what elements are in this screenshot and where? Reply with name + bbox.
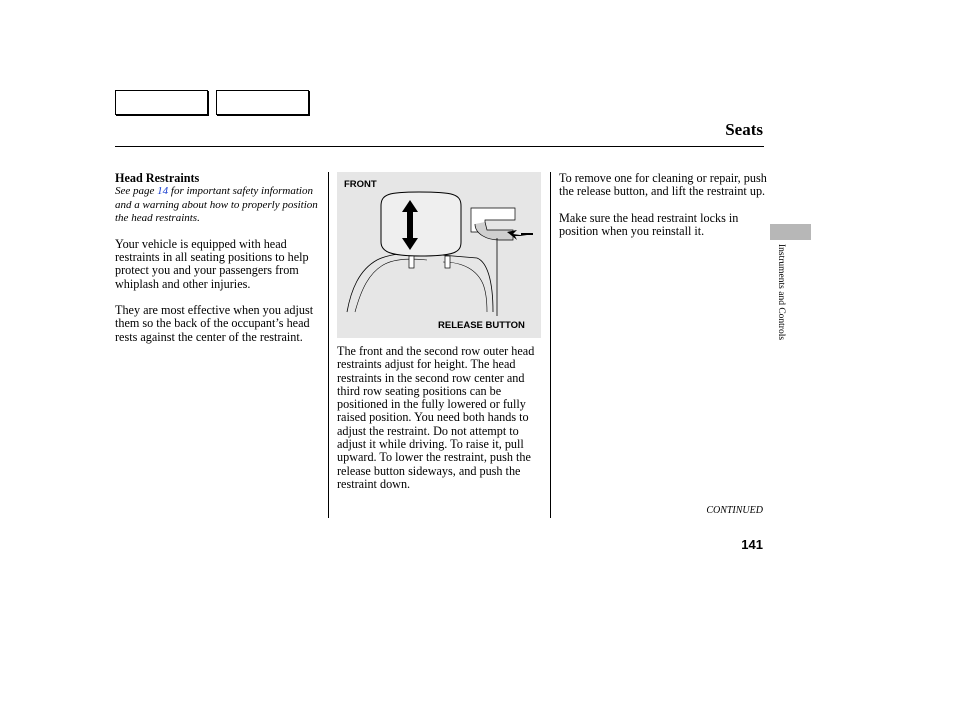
- page-link[interactable]: 14: [157, 185, 169, 198]
- paragraph: Your vehicle is equipped with head restraints in all seating positions to help protect you and your passengers from whiplash and other injuries.: [115, 236, 309, 291]
- figure-label-front: FRONT: [344, 179, 377, 190]
- safety-note: [115, 185, 320, 226]
- continued-label: CONTINUED: [706, 505, 763, 516]
- header-rule: [115, 146, 764, 147]
- note-prefix: See page: [115, 185, 158, 198]
- page-number: 141: [741, 537, 763, 552]
- paragraph: To remove one for cleaning or repair, push the release button, and lift the restraint up.: [559, 171, 767, 199]
- column-divider: [328, 172, 329, 518]
- paragraph: The front and the second row outer head restraints adjust for height. The head restraints in the second row center and third row seating positions can be positioned in the fully lowered or fully raised position. You need both hands to adjust the restraint. Do not attempt to adjust it while driving. To raise it, pull upward. To lower the restraint, push the release button sideways, and push the restraint down.: [337, 344, 535, 491]
- paragraph: They are most effective when you adjust them so the back of the occupant’s head rests against the center of the restraint.: [115, 302, 314, 344]
- column-3: [559, 172, 769, 251]
- head-restraint-illustration: [337, 172, 541, 338]
- section-heading: Head Restraints: [115, 171, 200, 185]
- column-1: [115, 172, 320, 357]
- paragraph: Make sure the head restraint locks in position when you reinstall it.: [559, 210, 739, 238]
- page-title: Seats: [725, 120, 763, 139]
- column-2: [337, 345, 547, 504]
- column-divider: [550, 172, 551, 518]
- nav-button-2[interactable]: [216, 90, 309, 115]
- figure-label-release: RELEASE BUTTON: [438, 320, 525, 331]
- nav-button-1[interactable]: [115, 90, 208, 115]
- section-tab-label: Instruments and Controls: [776, 244, 786, 341]
- section-tab: [770, 224, 811, 240]
- head-restraint-figure: [337, 172, 541, 338]
- note-suffix: for important safety information and a warning about how to properly position the head restraints.: [115, 185, 318, 225]
